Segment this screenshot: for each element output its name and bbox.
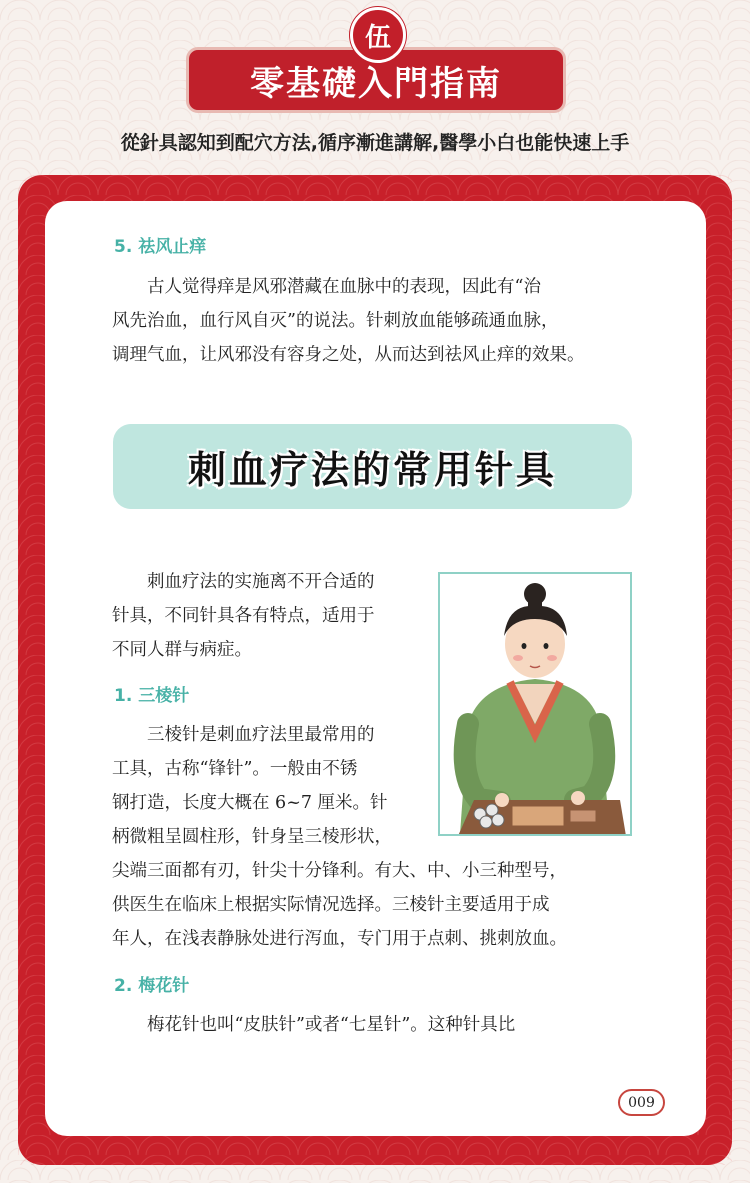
page-number: 009 — [618, 1089, 665, 1116]
text-line: 梅花针也叫“皮肤针”或者“七星针”。这种针具比 — [112, 1015, 516, 1035]
text-line: 调理气血，让风邪没有容身之处，从而达到祛风止痒的效果。 — [112, 345, 585, 365]
intro-paragraph — [112, 565, 375, 667]
section2-paragraph — [112, 1008, 515, 1042]
section-heading-1: 1. 三棱针 — [114, 686, 190, 706]
text-line: 钢打造，长度大概在 6~7 厘米。针 — [112, 793, 388, 813]
section5-paragraph — [112, 270, 585, 372]
text-line: 古人觉得痒是风邪潜藏在血脉中的表现，因此有“治 — [112, 277, 541, 297]
page-title: 零基礎入門指南 — [186, 47, 566, 113]
text-line: 三棱针是刺血疗法里最常用的 — [112, 725, 375, 745]
text-line: 风先治血，血行风自灭”的说法。针刺放血能够疏通血脉， — [112, 311, 559, 331]
text-line: 供医生在临床上根据实际情况选择。三棱针主要适用于成 — [112, 895, 550, 915]
chapter-title-banner: 刺血疗法的常用针具 — [113, 424, 632, 509]
text-line: 年人，在浅表静脉处进行泻血，专门用于点刺、挑刺放血。 — [112, 929, 567, 949]
text-line: 刺血疗法的实施离不开合适的 — [112, 572, 375, 592]
text-line: 不同人群与病症。 — [112, 640, 252, 660]
section-heading-5: 5. 祛风止痒 — [114, 237, 207, 257]
text-line: 针具，不同针具各有特点，适用于 — [112, 606, 375, 626]
doctor-illustration — [438, 572, 632, 836]
text-line: 尖端三面都有刃，针尖十分锋利。有大、中、小三种型号， — [112, 861, 567, 881]
text-line: 柄微粗呈圆柱形，针身呈三棱形状， — [112, 827, 392, 847]
doctor-figure-image — [440, 574, 630, 834]
section-heading-2: 2. 梅花针 — [114, 976, 190, 996]
chapter-number-badge: 伍 — [350, 7, 406, 63]
page-subtitle: 從針具認知到配穴方法,循序漸進講解,醫學小白也能快速上手 — [120, 132, 630, 154]
text-line: 工具，古称“锋针”。一般由不锈 — [112, 759, 358, 779]
